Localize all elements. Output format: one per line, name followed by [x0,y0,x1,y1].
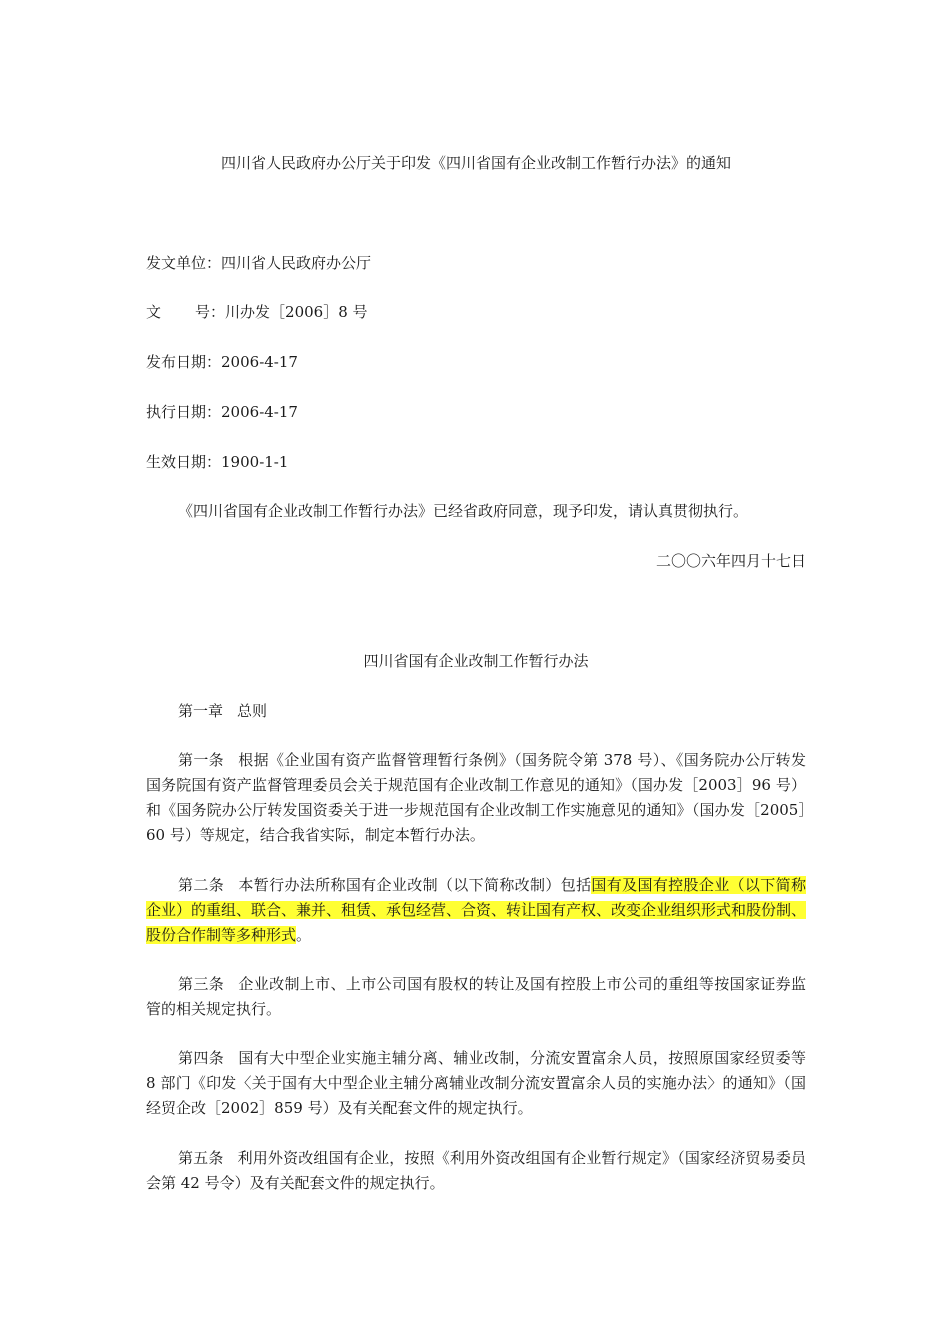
article-3 [146,972,806,1022]
article-5-text: 利用外资改组国有企业，按照《利用外资改组国有企业暂行规定》（国家经济贸易委员会第 42 号令）及有关配套文件的规定执行。 [146,1149,806,1192]
article-5 [146,1146,806,1196]
article-1 [146,748,806,848]
article-2-text-end: 。 [296,926,312,944]
doc-number-value: 川办发［2006］8 号 [225,303,368,321]
article-2 [146,873,806,948]
article-1-text: 根据《企业国有资产监督管理暂行条例》（国务院令第 378 号）、《国务院办公厅转发国务院国有资产监督管理委员会关于规范国有企业改制工作意见的通知》（国办发［2003］96 号）和《国务院办公厅转发国资委关于进一步规范国有企业改制工作实施意见的通知》（国办发［2005］60 号）等规定，结合我省实际，制定本暂行办法。 [146,751,806,844]
issuer-label: 发文单位： [146,254,222,272]
measures-title: 四川省国有企业改制工作暂行办法 [363,652,589,670]
chapter-number: 第一章 [178,702,224,720]
notice-title: 四川省人民政府办公厅关于印发《四川省国有企业改制工作暂行办法》的通知 [220,154,731,172]
notice-body: 《四川省国有企业改制工作暂行办法》已经省政府同意，现予印发，请认真贯彻执行。 [178,502,749,520]
execute-date-label: 执行日期： [146,403,222,421]
article-3-text: 企业改制上市、上市公司国有股权的转让及国有控股上市公司的重组等按国家证券监管的相关规定执行。 [146,975,806,1018]
effective-date-row [146,450,288,475]
article-1-number: 第一条 [178,751,224,769]
issuer-value: 四川省人民政府办公厅 [221,254,372,272]
execute-date-row [146,400,298,425]
article-5-number: 第五条 [178,1149,224,1167]
doc-number-label-b: 号： [195,303,226,321]
publish-date-label: 发布日期： [146,353,222,371]
doc-number-label-a: 文 [146,303,162,321]
doc-number-row [146,300,368,325]
publish-date-row [146,350,298,375]
article-4-text: 国有大中型企业实施主辅分离、辅业改制，分流安置富余人员，按照原国家经贸委等 8 部门《印发〈关于国有大中型企业主辅分离辅业改制分流安置富余人员的实施办法〉的通知》（国经贸企改［2002］859 号）及有关配套文件的规定执行。 [146,1049,806,1117]
article-4-number: 第四条 [178,1049,225,1067]
chapter-heading [178,699,267,724]
effective-date-label: 生效日期： [146,453,222,471]
article-3-number: 第三条 [178,975,225,993]
issuer-row [146,251,371,276]
article-2-text: 本暂行办法所称国有企业改制（以下简称改制）包括 [238,876,592,894]
notice-date: 二〇〇六年四月十七日 [655,552,806,570]
article-2-highlighted-text: 国有及国有控股企业（以下简称企业）的重组、联合、兼并、租赁、承包经营、合资、转让国有产权、改变企业组织形式和股份制、股份合作制等多种形式 [146,876,807,944]
publish-date-value: 2006-4-17 [221,353,298,371]
effective-date-value: 1900-1-1 [221,453,289,471]
article-4 [146,1046,806,1121]
chapter-name: 总则 [237,702,268,720]
execute-date-value: 2006-4-17 [221,403,298,421]
article-2-number: 第二条 [178,876,225,894]
